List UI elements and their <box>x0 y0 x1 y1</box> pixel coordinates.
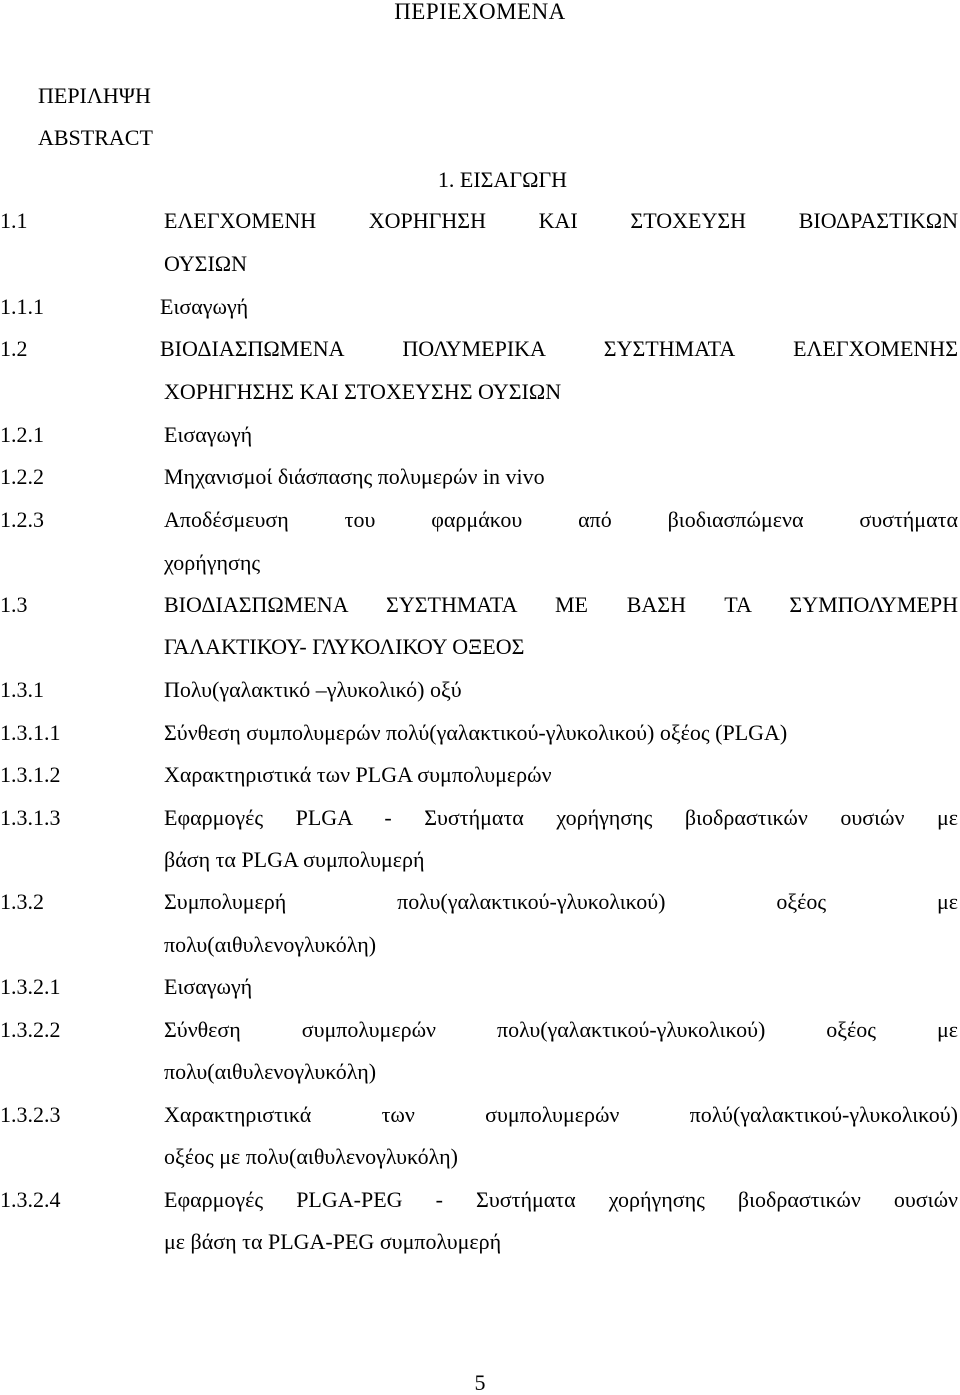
page-number: 5 <box>474 1370 486 1395</box>
toc-entry-title: Σύνθεση συμπολυμερών πολυ(γαλακτικού-γλυκολικού) οξέος με <box>164 1017 958 1042</box>
toc-entry <box>0 294 960 320</box>
toc-entry <box>0 336 960 362</box>
toc-entry <box>0 422 960 448</box>
toc-entry-title: Χαρακτηριστικά των συμπολυμερών πολύ(γαλακτικού-γλυκολικού) <box>164 1102 958 1127</box>
toc-entry-title: Εφαρμογές PLGA-PEG - Συστήματα χορήγησης βιοδραστικών ουσιών <box>164 1187 958 1212</box>
toc-entry <box>0 889 960 915</box>
toc-entry-number: 1.1 <box>0 208 28 233</box>
toc-entry-number: 1.2.3 <box>0 507 44 532</box>
toc-entry-number: 1.3.1 <box>0 677 44 702</box>
toc-entry-number: 1.3.2 <box>0 889 44 914</box>
toc-entry-continuation: ΓΑΛΑΚΤΙΚΟΥ- ΓΛΥΚΟΛΙΚΟΥ ΟΞΕΟΣ <box>164 634 525 659</box>
toc-entry-title: Χαρακτηριστικά των PLGA συμπολυμερών <box>164 762 552 787</box>
toc-entry-number: 1.1.1 <box>0 294 44 319</box>
toc-entry <box>0 762 960 788</box>
toc-front-abstract: ABSTRACT <box>38 125 153 150</box>
toc-entry-continuation: ΟΥΣΙΩΝ <box>164 251 248 276</box>
toc-entry <box>0 464 960 490</box>
toc-entry-number: 1.3.2.1 <box>0 974 61 999</box>
toc-entry-number: 1.3 <box>0 592 28 617</box>
toc-entry-continuation: με βάση τα PLGA-PEG συμπολυμερή <box>164 1229 502 1254</box>
toc-entry <box>0 1187 960 1213</box>
toc-entry-title: Εισαγωγή <box>164 422 253 447</box>
toc-entry-title: Σύνθεση συμπολυμερών πολύ(γαλακτικού-γλυκολικού) οξέος (PLGA) <box>164 720 788 745</box>
toc-entry-continuation: πολυ(αιθυλενογλυκόλη) <box>164 932 377 957</box>
toc-entry-number: 1.3.1.2 <box>0 762 61 787</box>
toc-entry-title: Μηχανισμοί διάσπασης πολυμερών in vivo <box>164 464 545 489</box>
toc-entry <box>0 507 960 533</box>
toc-entry-title: Εφαρμογές PLGA - Συστήματα χορήγησης βιοδραστικών ουσιών με <box>164 805 958 830</box>
toc-entry-number: 1.2.1 <box>0 422 44 447</box>
toc-entry-continuation: πολυ(αιθυλενογλυκόλη) <box>164 1059 377 1084</box>
toc-entry-continuation: χορήγησης <box>164 550 261 575</box>
toc-entry <box>0 1102 960 1128</box>
toc-entry-number: 1.2.2 <box>0 464 44 489</box>
toc-entry-title: Αποδέσμευση του φαρμάκου από βιοδιασπώμενα συστήματα <box>164 507 958 532</box>
toc-entry-number: 1.3.1.3 <box>0 805 61 830</box>
toc-front-summary-gr: ΠΕΡΙΛΗΨΗ <box>38 83 151 108</box>
toc-entry-title: ΒΙΟΔΙΑΣΠΩΜΕΝΑ ΠΟΛΥΜΕΡΙΚΑ ΣΥΣΤΗΜΑΤΑ ΕΛΕΓΧΟΜΕΝΗΣ <box>160 336 958 361</box>
toc-entry-title: Συμπολυμερή πολυ(γαλακτικού-γλυκολικού) οξέος με <box>164 889 958 914</box>
toc-entry-title: Εισαγωγή <box>164 974 253 999</box>
toc-entry-number: 1.3.1.1 <box>0 720 61 745</box>
toc-entry <box>0 208 960 234</box>
page-title: ΠΕΡΙΕΧΟΜΕΝΑ <box>394 0 566 24</box>
toc-entry-number: 1.3.2.3 <box>0 1102 61 1127</box>
toc-entry <box>0 974 960 1000</box>
toc-entry-number: 1.3.2.2 <box>0 1017 61 1042</box>
toc-entry-continuation: βάση τα PLGA συμπολυμερή <box>164 847 425 872</box>
toc-entry <box>0 1017 960 1043</box>
toc-entry-title: ΕΛΕΓΧΟΜΕΝΗ ΧΟΡΗΓΗΣΗ ΚΑΙ ΣΤΟΧΕΥΣΗ ΒΙΟΔΡΑΣΤΙΚΩΝ <box>164 208 958 233</box>
toc-entry-continuation: οξέος με πολυ(αιθυλενογλυκόλη) <box>164 1144 458 1169</box>
toc-entry <box>0 592 960 618</box>
toc-entry <box>0 805 960 831</box>
toc-entry-continuation: ΧΟΡΗΓΗΣΗΣ ΚΑΙ ΣΤΟΧΕΥΣΗΣ ΟΥΣΙΩΝ <box>164 379 562 404</box>
toc-entry-number: 1.2 <box>0 336 28 361</box>
toc-entry <box>0 677 960 703</box>
toc-entry-number: 1.3.2.4 <box>0 1187 61 1212</box>
toc-entry-title: Εισαγωγή <box>160 294 249 319</box>
toc-entry-title: Πολυ(γαλακτικό –γλυκολικό) οξύ <box>164 677 462 702</box>
toc-entry <box>0 720 960 746</box>
toc-entry-title: ΒΙΟΔΙΑΣΠΩΜΕΝΑ ΣΥΣΤΗΜΑΤΑ ΜΕ ΒΑΣΗ ΤΑ ΣΥΜΠΟΛΥΜΕΡΗ <box>164 592 958 617</box>
chapter-heading: 1. ΕΙΣΑΓΩΓΗ <box>437 167 568 192</box>
